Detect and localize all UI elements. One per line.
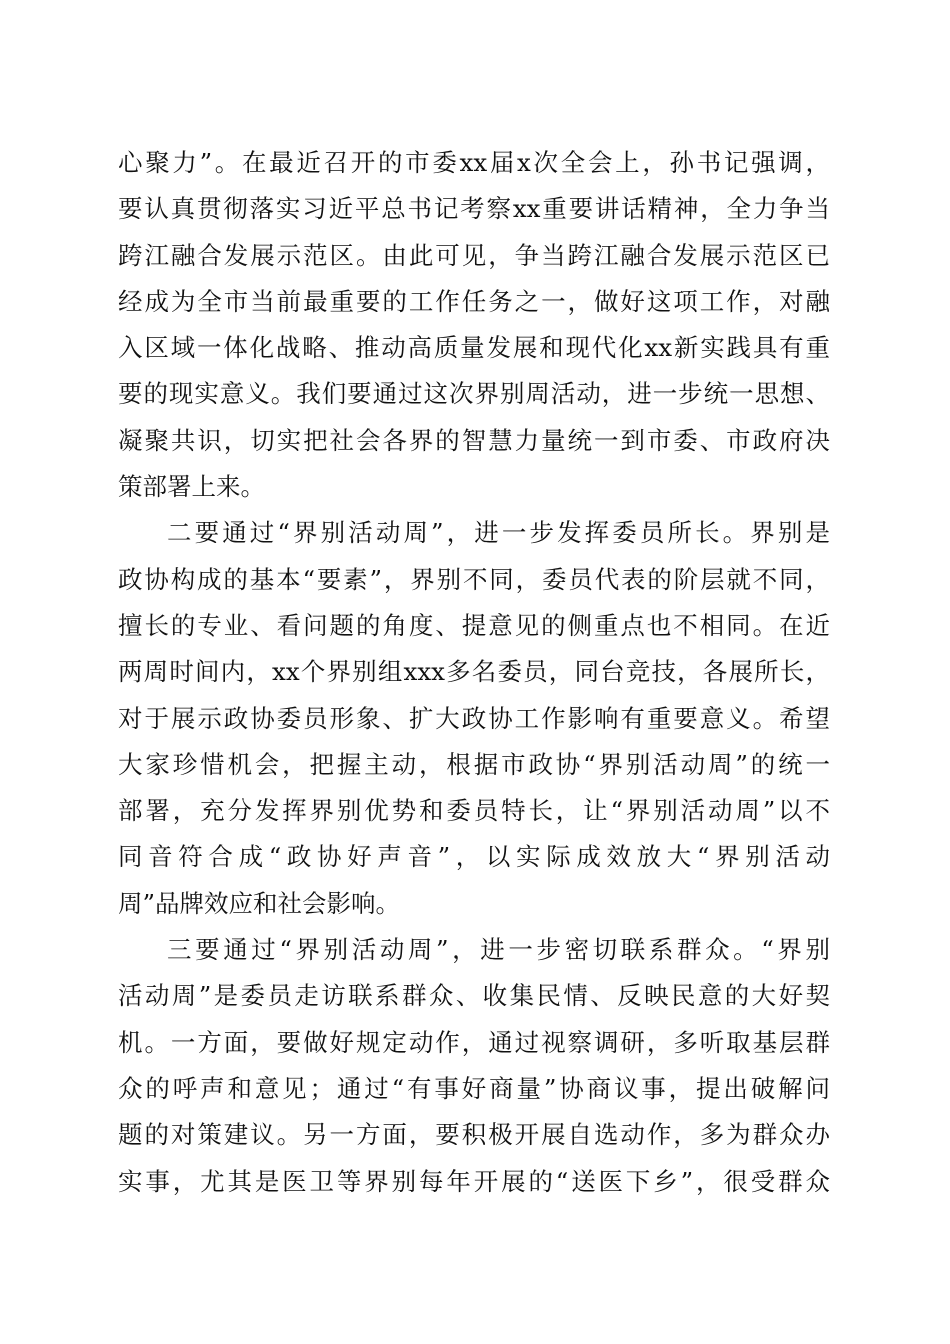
paragraph-1-line-1: 心聚力”。在最近召开的市委xx届x次全会上，孙书记强调， xyxy=(118,148,830,177)
paragraph-1-line-7: 凝聚共识，切实把社会各界的智慧力量统一到市委、市政府决 xyxy=(118,425,830,455)
paragraph-2-line-9: 周”品牌效应和社会影响。 xyxy=(118,888,401,918)
paragraph-2-line-5: 对于展示政协委员形象、扩大政协工作影响有重要意义。希望 xyxy=(118,703,830,733)
paragraph-3-line-4: 众的呼声和意见；通过“有事好商量”协商议事，提出破解问 xyxy=(118,1073,830,1103)
paragraph-1-line-4: 经成为全市当前最重要的工作任务之一，做好这项工作，对融 xyxy=(118,286,830,316)
paragraph-3-line-6: 实事，尤其是医卫等界别每年开展的“送医下乡”，很受群众 xyxy=(118,1166,830,1196)
paragraph-1-line-8: 策部署上来。 xyxy=(118,472,265,502)
paragraph-2-line-2: 政协构成的基本“要素”，界别不同，委员代表的阶层就不同， xyxy=(118,564,830,594)
paragraph-2-line-7: 部署，充分发挥界别优势和委员特长，让“界别活动周”以不 xyxy=(118,796,830,826)
paragraph-1-line-3: 跨江融合发展示范区。由此可见，争当跨江融合发展示范区已 xyxy=(118,240,830,270)
paragraph-1-line-2: 要认真贯彻落实习近平总书记考察xx重要讲话精神，全力争当 xyxy=(118,194,830,224)
paragraph-2-line-4: 两周时间内，xx个界别组xxx多名委员，同台竞技，各展所长， xyxy=(118,657,830,687)
paragraph-3-line-5: 题的对策建议。另一方面，要积极开展自选动作，多为群众办 xyxy=(118,1120,830,1150)
paragraph-3-line-2: 活动周”是委员走访联系群众、收集民情、反映民意的大好契 xyxy=(118,981,830,1011)
paragraph-2-line-1: 二要通过“界别活动周”，进一步发挥委员所长。界别是 xyxy=(167,518,830,548)
paragraph-2-line-6: 大家珍惜机会，把握主动，根据市政协“界别活动周”的统一 xyxy=(118,749,830,779)
body-text xyxy=(118,140,830,1205)
paragraph-2-line-8: 同音符合成“政协好声音”，以实际成效放大“界别活动 xyxy=(118,842,830,872)
paragraph-3-line-3: 机。一方面，要做好规定动作，通过视察调研，多听取基层群 xyxy=(118,1027,830,1057)
paragraph-2-line-3: 擅长的专业、看问题的角度、提意见的侧重点也不相同。在近 xyxy=(118,610,830,640)
paragraph-1-line-5: 入区域一体化战略、推动高质量发展和现代化xx新实践具有重 xyxy=(118,333,830,363)
paragraph-1-line-6: 要的现实意义。我们要通过这次界别周活动，进一步统一思想、 xyxy=(118,379,830,409)
paragraph-3-line-1: 三要通过“界别活动周”，进一步密切联系群众。“界别 xyxy=(167,935,830,965)
